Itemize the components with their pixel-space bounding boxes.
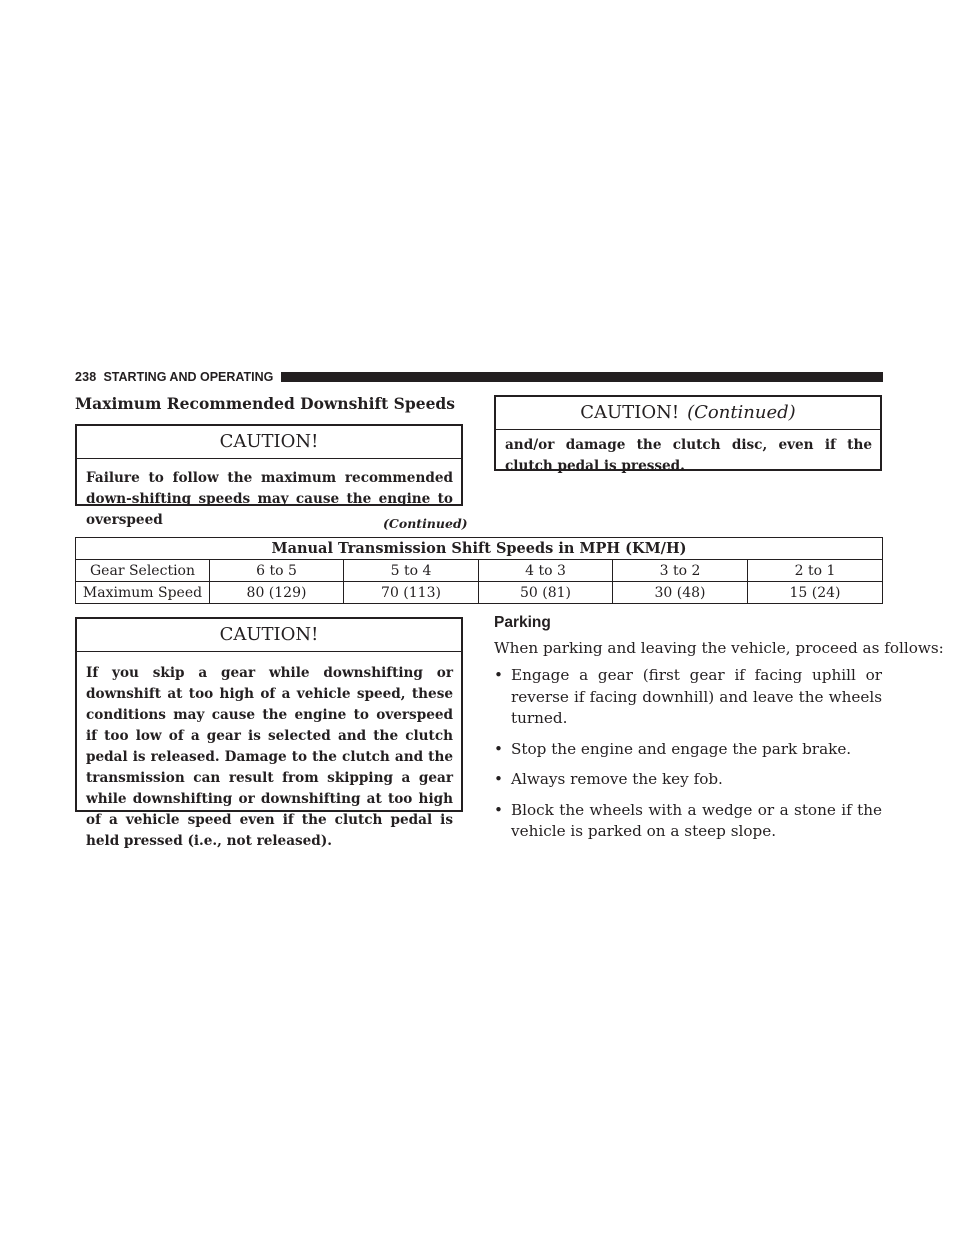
list-item xyxy=(494,739,882,761)
caution-title-text: CAUTION! xyxy=(580,402,680,423)
table-row xyxy=(76,582,883,604)
section-title: STARTING AND OPERATING xyxy=(103,370,274,384)
parking-steps-list xyxy=(494,665,882,852)
bullet-icon: • xyxy=(494,770,503,788)
list-item xyxy=(494,665,882,730)
caution-text: and/or damage the clutch disc, even if the clutch pedal is pressed. xyxy=(505,437,872,474)
table-cell: 50 (81) xyxy=(479,582,613,604)
bullet-icon: • xyxy=(494,739,503,758)
table-cell: 2 to 1 xyxy=(748,560,883,582)
caution-title-continued xyxy=(496,397,880,430)
table-cell: 70 (113) xyxy=(344,582,479,604)
table-cell: 4 to 3 xyxy=(479,560,613,582)
continued-label: (Continued) xyxy=(687,402,796,423)
table-cell: 15 (24) xyxy=(748,582,883,604)
parking-heading: Parking xyxy=(494,614,551,631)
shift-speeds-table xyxy=(75,537,883,604)
table-cell: 3 to 2 xyxy=(613,560,748,582)
caution-title: CAUTION! xyxy=(77,619,461,652)
table-cell: Gear Selection xyxy=(76,560,210,582)
list-item-text: Stop the engine and engage the park brake. xyxy=(511,739,852,758)
parking-intro: When parking and leaving the vehicle, proceed as follows: xyxy=(494,639,944,657)
continued-note: (Continued) xyxy=(383,516,468,531)
caution-box-continued xyxy=(494,395,882,474)
caution-text: If you skip a gear while downshifting or downshift at too high of a vehicle speed, these conditions may cause the engine to overspeed if too low of a gear is selected and the clutch pedal is released. Damage to the clutch and the transmission can result from skipping a gear while downshifting or downshifting at too high of a vehicle speed even if the clutch pedal is held pressed (i.e., not released). xyxy=(86,665,453,849)
list-item-text: Block the wheels with a wedge or a stone if the vehicle is parked on a steep slope. xyxy=(511,800,882,840)
caution-body xyxy=(496,430,880,485)
downshift-speeds-heading: Maximum Recommended Downshift Speeds xyxy=(75,394,455,413)
page-header xyxy=(75,369,883,385)
table-cell: 5 to 4 xyxy=(344,560,479,582)
bullet-icon: • xyxy=(494,666,503,684)
table-caption-row xyxy=(76,538,883,560)
table-cell: 80 (129) xyxy=(210,582,344,604)
caution-box-skip-gear xyxy=(75,617,463,849)
table-row xyxy=(76,560,883,582)
bullet-icon: • xyxy=(494,800,503,819)
table-caption: Manual Transmission Shift Speeds in MPH (KM/H) xyxy=(76,538,883,560)
caution-text: Failure to follow the maximum recommended down-shifting speeds may cause the engine to overspeed xyxy=(86,470,453,528)
table-cell: 30 (48) xyxy=(613,582,748,604)
page-number: 238 xyxy=(75,370,97,384)
list-item xyxy=(494,769,882,791)
caution-title: CAUTION! xyxy=(77,426,461,459)
list-item xyxy=(494,800,882,843)
header-rule xyxy=(281,372,883,382)
table-cell: Maximum Speed xyxy=(76,582,210,604)
table-cell: 6 to 5 xyxy=(210,560,344,582)
list-item-text: Engage a gear (first gear if facing uphill or reverse if facing downhill) and leave the wheels turned. xyxy=(511,666,882,727)
list-item-text: Always remove the key fob. xyxy=(511,770,723,788)
caution-body xyxy=(77,652,461,860)
